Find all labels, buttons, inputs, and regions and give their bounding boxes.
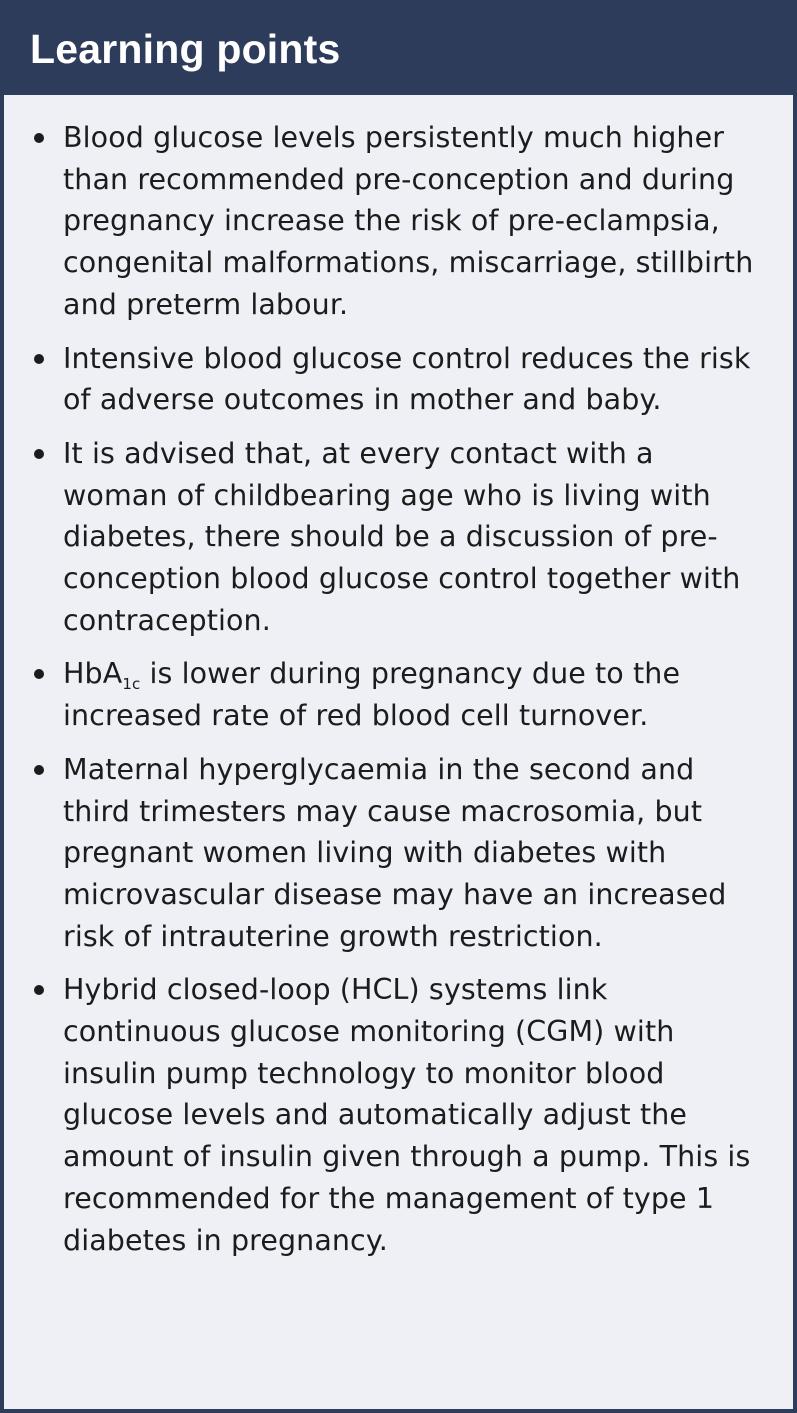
list-item [32,749,765,958]
box-title: Learning points [30,26,341,72]
point-text: It is advised that, at every contact with a woman of childbearing age who is living with diabetes, there should be a discussion of pre-conception blood glucose control together with contraception. [63,436,741,637]
list-item [32,433,765,642]
bullet-icon [34,985,44,995]
bullet-icon [34,765,44,775]
list-item [32,653,765,736]
bullet-icon [34,449,44,459]
list-item [32,117,765,326]
bullet-icon [34,133,44,143]
point-text: Hybrid closed-loop (HCL) systems link continuous glucose monitoring (CGM) with insulin pump technology to monitor blood glucose levels and automatically adjust the amount of insulin given through a pump. This is recommended for the management of type 1 diabetes in pregnancy. [63,973,751,1257]
point-text: Intensive blood glucose control reduces the risk of adverse outcomes in mother and baby. [63,341,751,417]
point-text: is lower during pregnancy due to the increased rate of red blood cell turnover. [63,657,681,733]
box-header [4,4,793,95]
bullet-icon [34,354,44,364]
point-text: Maternal hyperglycaemia in the second and third trimesters may cause macrosomia, but pregnant women living with diabetes with microvascular disease may have an increased risk of intrauterine growth restriction. [63,752,727,953]
learning-points-list [4,95,793,1261]
point-text: Blood glucose levels persistently much higher than recommended pre-conception and during pregnancy increase the risk of pre-eclampsia, congenital malformations, miscarriage, stillbirth and preterm labour. [63,121,754,321]
list-item [32,969,765,1261]
bullet-icon [34,669,44,679]
hba1c-subscript: 1c [122,675,141,694]
list-item [32,338,765,421]
hba1c-label: HbA [63,657,123,691]
